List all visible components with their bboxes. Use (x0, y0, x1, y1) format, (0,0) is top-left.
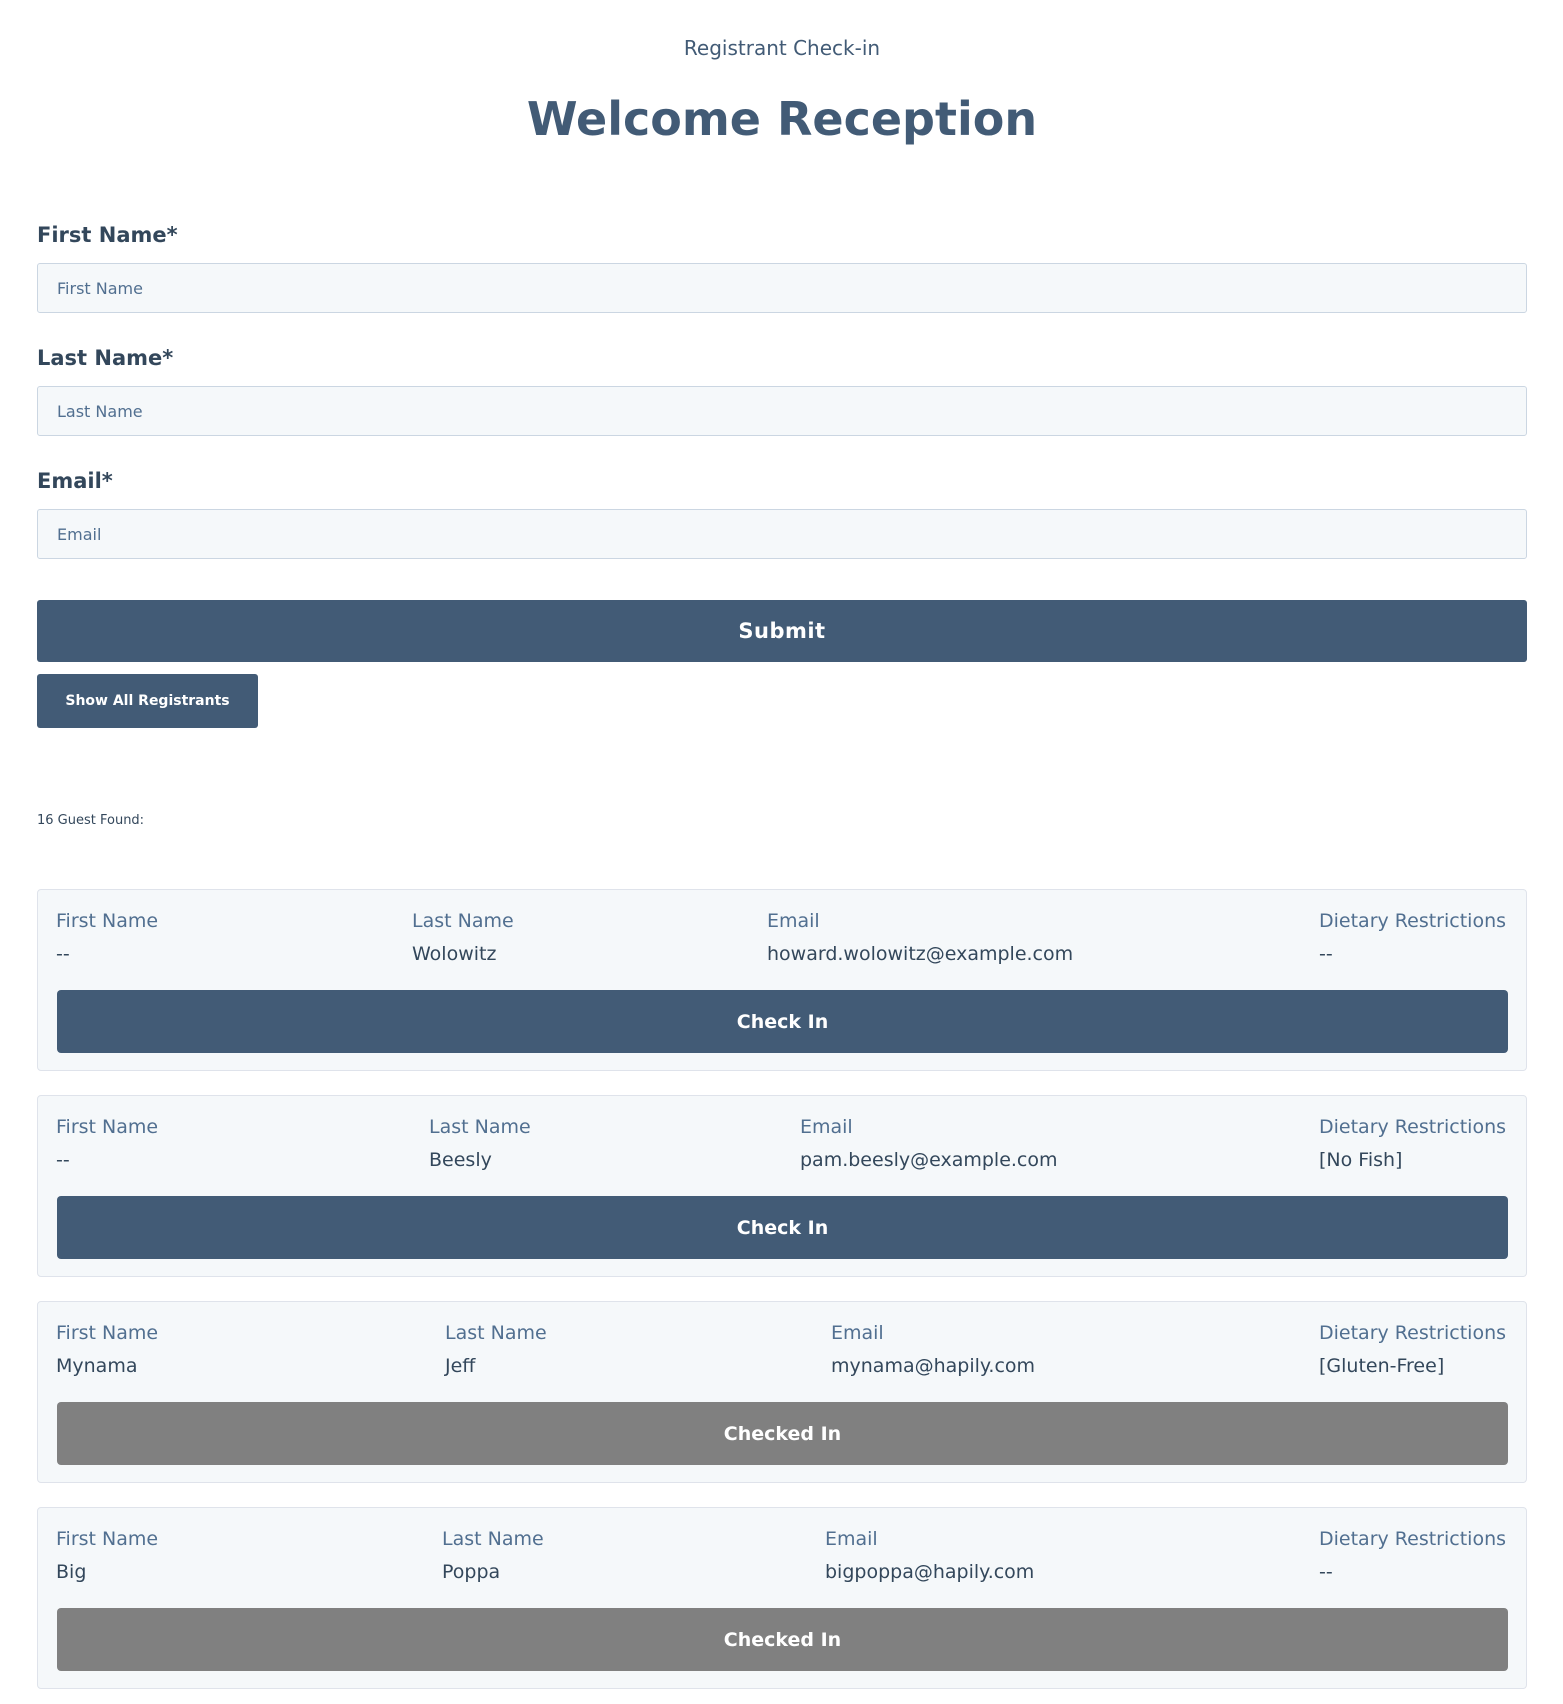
email-header: Email (800, 1116, 853, 1138)
email-header: Email (825, 1528, 878, 1550)
guest-dietary: -- (1319, 1561, 1333, 1583)
dietary-header: Dietary Restrictions (1319, 1528, 1507, 1550)
last-name-column (445, 1322, 547, 1377)
first-name-column (56, 1322, 158, 1377)
first-name-header: First Name (56, 1528, 159, 1550)
first-name-label: First Name* (37, 223, 178, 247)
guest-first-name: -- (56, 1149, 70, 1171)
email-header: Email (831, 1322, 884, 1344)
last-name-header: Last Name (442, 1528, 544, 1550)
guest-dietary: [Gluten-Free] (1319, 1355, 1445, 1377)
checked-in-button[interactable]: Checked In (57, 1402, 1508, 1465)
first-name-column (56, 1528, 158, 1583)
guest-card (37, 1507, 1527, 1689)
email-label: Email* (37, 469, 113, 493)
guest-dietary: [No Fish] (1319, 1149, 1403, 1171)
guest-last-name: Jeff (445, 1355, 476, 1377)
first-name-header: First Name (56, 1322, 159, 1344)
guest-last-name: Beesly (429, 1149, 492, 1171)
last-name-column (429, 1116, 531, 1171)
dietary-column (1319, 910, 1506, 965)
guest-first-name: Mynama (56, 1355, 138, 1377)
email-header: Email (767, 910, 820, 932)
first-name-column (56, 910, 158, 965)
guest-email: howard.wolowitz@example.com (767, 943, 1074, 965)
first-name-header: First Name (56, 910, 159, 932)
first-name-input[interactable] (37, 263, 1527, 313)
first-name-column (56, 1116, 158, 1171)
last-name-column (442, 1528, 544, 1583)
dietary-header: Dietary Restrictions (1319, 1322, 1507, 1344)
guest-count: 16 Guest Found: (37, 813, 145, 828)
guest-card (37, 1095, 1527, 1277)
dietary-column (1319, 1528, 1506, 1583)
last-name-label: Last Name* (37, 346, 174, 370)
checked-in-button[interactable]: Checked In (57, 1608, 1508, 1671)
email-column (831, 1322, 1035, 1377)
guest-email: mynama@hapily.com (831, 1355, 1036, 1377)
email-column (825, 1528, 1034, 1583)
dietary-column (1319, 1116, 1506, 1171)
first-name-header: First Name (56, 1116, 159, 1138)
last-name-header: Last Name (445, 1322, 547, 1344)
guest-last-name: Poppa (442, 1561, 501, 1583)
guest-last-name: Wolowitz (412, 943, 497, 965)
email-column (800, 1116, 1058, 1171)
email-column (767, 910, 1073, 965)
email-input[interactable] (37, 509, 1527, 559)
guest-first-name: Big (56, 1561, 87, 1583)
guest-card (37, 1301, 1527, 1483)
check-in-button[interactable]: Check In (57, 990, 1508, 1053)
guest-email: pam.beesly@example.com (800, 1149, 1058, 1171)
last-name-column (412, 910, 514, 965)
dietary-column (1319, 1322, 1506, 1377)
dietary-header: Dietary Restrictions (1319, 1116, 1507, 1138)
dietary-header: Dietary Restrictions (1319, 910, 1507, 932)
submit-button[interactable]: Submit (37, 600, 1527, 662)
guest-dietary: -- (1319, 943, 1333, 965)
last-name-header: Last Name (429, 1116, 531, 1138)
guest-first-name: -- (56, 943, 70, 965)
show-all-registrants-button[interactable]: Show All Registrants (37, 674, 258, 728)
guest-card (37, 889, 1527, 1071)
guest-email: bigpoppa@hapily.com (825, 1561, 1035, 1583)
check-in-button[interactable]: Check In (57, 1196, 1508, 1259)
page-subtitle: Registrant Check-in (683, 36, 881, 60)
last-name-header: Last Name (412, 910, 514, 932)
last-name-input[interactable] (37, 386, 1527, 436)
page-title: Welcome Reception (526, 92, 1038, 146)
